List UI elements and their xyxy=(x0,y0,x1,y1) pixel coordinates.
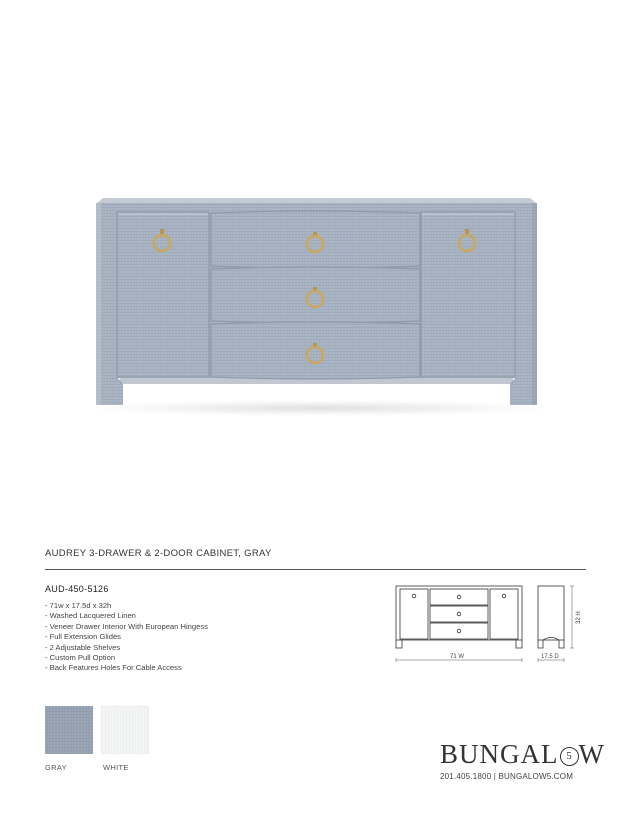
side-elevation xyxy=(538,586,564,648)
brand-contact: 201.405.1800 | BUNGALOW5.COM xyxy=(440,772,574,781)
brand-five-mark: 5 xyxy=(560,747,579,766)
dimension-lines xyxy=(396,586,574,662)
drawer-middle xyxy=(211,267,420,323)
brand-name-suffix: W xyxy=(578,739,605,769)
front-elevation xyxy=(396,586,522,648)
width-dimension-label: 71 W xyxy=(450,654,465,660)
right-door xyxy=(421,212,515,377)
product-title: AUDREY 3-DRAWER & 2-DOOR CABINET, GRAY xyxy=(45,548,272,559)
left-door xyxy=(117,212,209,377)
height-dimension-label: 32 H xyxy=(576,611,582,624)
swatch-gray[interactable] xyxy=(45,706,93,754)
drawer-top xyxy=(211,211,420,268)
dimension-drawing xyxy=(390,580,590,670)
spec-item: - Back Features Holes For Cable Access xyxy=(45,663,208,673)
title-divider xyxy=(45,569,586,570)
brand-name-prefix: BUNGAL xyxy=(440,739,559,769)
swatch-white-label: WHITE xyxy=(103,763,129,772)
cabinet-top xyxy=(97,198,536,203)
spec-item: - Veneer Drawer Interior With European Hingess xyxy=(45,622,208,632)
spec-item: - Full Extension Glides xyxy=(45,632,208,642)
brand-logo xyxy=(440,739,605,770)
depth-dimension-label: 17.5 D xyxy=(541,654,559,660)
spec-item: - 71w x 17.5d x 32h xyxy=(45,601,208,611)
swatch-gray-label: GRAY xyxy=(45,763,67,772)
spec-item: - Washed Lacquered Linen xyxy=(45,611,208,621)
product-sku: AUD-450-5126 xyxy=(45,584,109,594)
drawer-bottom xyxy=(211,322,420,379)
spec-item: - Custom Pull Option xyxy=(45,653,208,663)
swatch-white[interactable] xyxy=(101,706,149,754)
spec-item: - 2 Adjustable Shelves xyxy=(45,643,208,653)
spec-list xyxy=(45,601,208,674)
